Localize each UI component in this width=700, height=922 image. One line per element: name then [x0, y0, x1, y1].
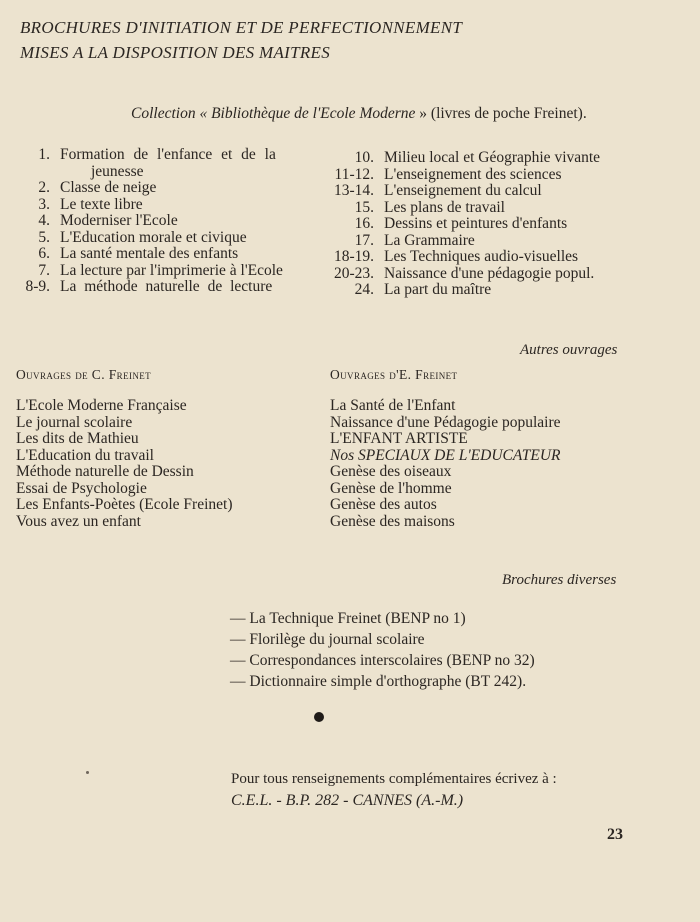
c-freinet-heading: Ouvrages de C. Freinet	[16, 367, 152, 382]
list-item: Vous avez un enfant	[16, 512, 141, 530]
collection-line	[131, 105, 587, 123]
list-item: 18-19. Les Techniques audio-visuelles	[333, 248, 579, 265]
list-item: L'Education du travail	[16, 446, 154, 464]
list-item: — Florilège du journal scolaire	[230, 631, 425, 648]
c-freinet-works-list	[16, 398, 233, 530]
list-item: 5. L'Education morale et civique	[38, 228, 247, 246]
e-freinet-works-list	[330, 398, 561, 530]
list-item: 10. Milieu local et Géographie vivante	[354, 149, 601, 166]
list-item: 20-23. Naissance d'une pédagogie popul.	[333, 264, 595, 282]
list-item: Les Enfants-Poètes (Ecole Freinet)	[16, 496, 233, 513]
bullet-separator	[314, 712, 324, 722]
footer-address: C.E.L. - B.P. 282 - CANNES (A.-M.)	[231, 792, 464, 809]
list-item: 2. Classe de neige	[38, 179, 157, 196]
collection-name: Bibliothèque de l'Ecole Moderne	[211, 105, 416, 122]
page-number: 23	[607, 826, 623, 843]
list-item: 3. Le texte libre	[38, 195, 143, 213]
list-item: 24. La part du maître	[354, 281, 492, 298]
list-item: 8-9. La méthode naturelle de lecture	[25, 278, 273, 295]
list-item: 16. Dessins et peintures d'enfants	[354, 215, 568, 232]
list-item: Méthode naturelle de Dessin	[16, 463, 194, 480]
benp-list-right	[330, 150, 650, 299]
list-item: L'ENFANT ARTISTE	[330, 430, 468, 447]
misc-brochures-list	[230, 608, 535, 692]
list-item: Le journal scolaire	[16, 413, 133, 431]
e-freinet-heading: Ouvrages d'E. Freinet	[330, 367, 458, 382]
list-item: 15. Les plans de travail	[354, 198, 505, 216]
list-item: 11-12. L'enseignement des sciences	[334, 165, 562, 183]
list-item: 13-14. L'enseignement du calcul	[333, 182, 542, 199]
list-item: Genèse des maisons	[330, 512, 455, 530]
page-title-line-1: BROCHURES D'INITIATION ET DE PERFECTIONNEMENT	[20, 18, 463, 37]
collection-prefix: Collection «	[131, 105, 212, 122]
list-item: Nos SPECIAUX DE L'EDUCATEUR	[330, 446, 561, 464]
footer-line-1: Pour tous renseignements complémentaires écrivez à :	[231, 771, 557, 787]
list-item: L'Ecole Moderne Française	[16, 397, 187, 414]
list-item: Essai de Psychologie	[16, 479, 147, 497]
list-item: 6. La santé mentale des enfants	[38, 245, 239, 262]
contact-footer	[231, 768, 557, 812]
misc-brochures-heading: Brochures diverses	[502, 572, 617, 588]
list-item: 7. La lecture par l'imprimerie à l'Ecole	[38, 261, 283, 279]
list-item: Naissance d'une Pédagogie populaire	[330, 413, 561, 431]
list-item: — Correspondances interscolaires (BENP no 32)	[230, 652, 535, 669]
paper-speck	[86, 771, 89, 774]
list-item: Genèse des autos	[330, 496, 437, 513]
list-item: jeunesse	[91, 162, 144, 180]
list-item: La Santé de l'Enfant	[330, 397, 456, 414]
list-item: 17. La Grammaire	[354, 231, 475, 249]
list-item: 4. Moderniser l'Ecole	[38, 212, 178, 229]
other-works-heading: Autres ouvrages	[520, 342, 618, 358]
benp-list-left	[8, 147, 318, 296]
page-title-line-2: MISES A LA DISPOSITION DES MAITRES	[20, 43, 331, 62]
collection-suffix: » (livres de poche Freinet).	[415, 105, 587, 122]
list-item: 1. Formation de l'enfance et de la	[38, 146, 276, 163]
list-item: Genèse des oiseaux	[330, 463, 452, 480]
list-item: Genèse de l'homme	[330, 479, 452, 497]
list-item: Les dits de Mathieu	[16, 430, 139, 447]
list-item: — La Technique Freinet (BENP no 1)	[230, 610, 466, 627]
list-item: — Dictionnaire simple d'orthographe (BT 242).	[230, 673, 527, 690]
